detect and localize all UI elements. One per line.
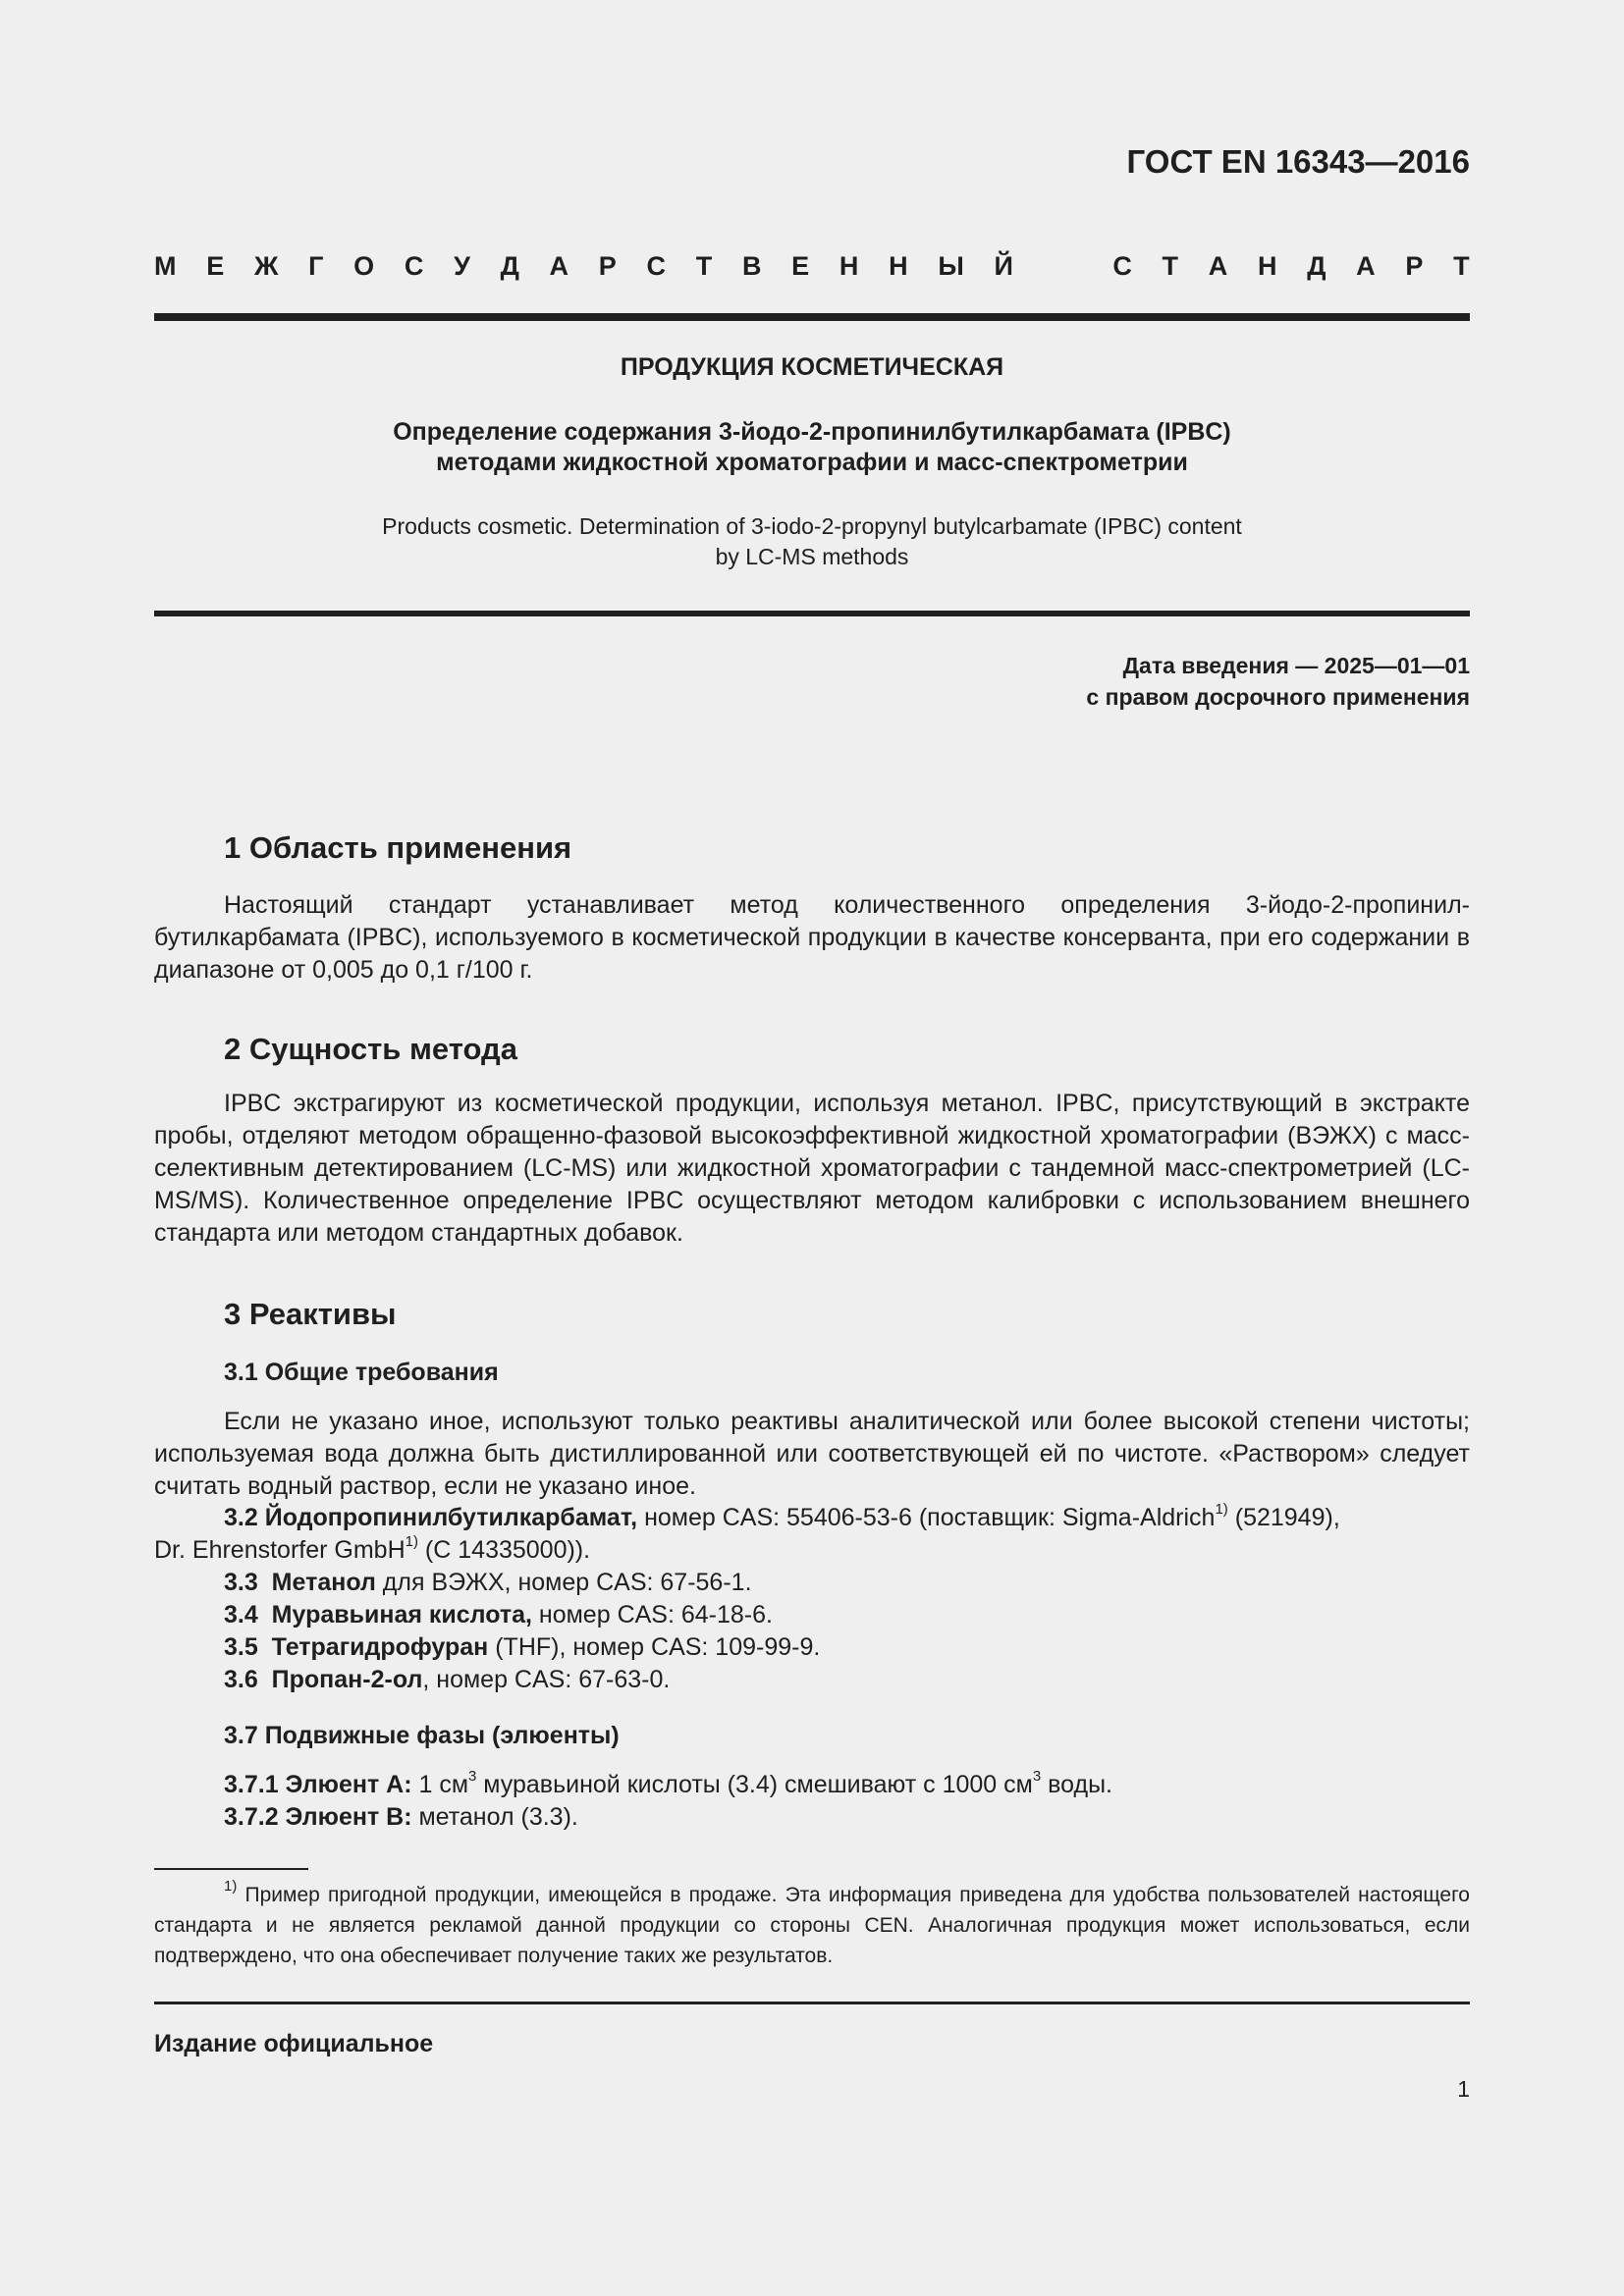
- document-title: ПРОДУКЦИЯ КОСМЕТИЧЕСКАЯ: [620, 353, 1004, 381]
- banner-letter: Т: [1162, 251, 1179, 281]
- footer-rule: [154, 2002, 1470, 2004]
- item-3-2: [224, 1502, 1470, 1534]
- item-3-2-number: 3.2: [224, 1504, 258, 1531]
- banner-letter: С: [646, 251, 666, 281]
- banner-letter: Т: [695, 251, 713, 281]
- document-subtitle: [154, 417, 1470, 478]
- banner-letter: Н: [1257, 251, 1277, 281]
- section-3-heading: 3 Реактивы: [224, 1297, 397, 1331]
- page-number: 1: [1457, 2076, 1470, 2102]
- banner-letter: А: [1208, 251, 1228, 281]
- english-title: [154, 511, 1470, 572]
- banner-letter: С: [404, 251, 424, 281]
- item-3-4: 3.4 Муравьиная кислота, номер CAS: 64-18-6.: [224, 1601, 773, 1629]
- section-2-heading: 2 Сущность метода: [224, 1032, 517, 1066]
- banner-letter: А: [549, 251, 569, 281]
- banner-letter: О: [353, 251, 375, 281]
- banner-letter: В: [741, 251, 762, 281]
- banner-letter: М: [154, 251, 177, 281]
- english-title-line-2: by LC-MS methods: [715, 544, 909, 569]
- banner-letter: Е: [206, 251, 225, 281]
- banner-letter: Н: [839, 251, 859, 281]
- banner-letter: Т: [1453, 251, 1470, 281]
- subtitle-line-2: методами жидкостной хроматографии и масс-спектрометрии: [436, 449, 1188, 476]
- item-3-3: 3.3 Метанол для ВЭЖХ, номер CAS: 67-56-1.: [224, 1569, 752, 1596]
- item-3-2-name: Йодопропинилбутилкарбамат,: [264, 1504, 638, 1531]
- introduction-date: Дата введения — 2025—01—01: [1122, 653, 1470, 678]
- footnote-marker: 1): [224, 1878, 238, 1895]
- banner-letter: Д: [500, 251, 519, 281]
- banner-letter: Р: [598, 251, 617, 281]
- item-3-5: 3.5 Тетрагидрофуран (THF), номер CAS: 109-99-9.: [224, 1633, 821, 1661]
- item-3-7-1: 3.7.1 Элюент А: 1 $см^3$ муравьиной кислоты (3.4) смешивают с 1000 $см^3$ воды.: [224, 1767, 1112, 1798]
- footnote-ref: 1): [405, 1532, 418, 1550]
- footnote: [154, 1880, 1470, 1971]
- item-3-7-2: 3.7.2 Элюент В: метанол (3.3).: [224, 1803, 578, 1831]
- title-rule: [154, 611, 1470, 616]
- section-1-heading: 1 Область применения: [224, 830, 572, 865]
- official-edition-label: Издание официальное: [154, 2030, 434, 2057]
- banner-letter: Й: [994, 251, 1013, 281]
- section-1-paragraph: Настоящий стандарт устанавливает метод количественного определения 3-йодо-2-пропинилбутилкарбамата (IPBC), используемого в косметической продукции в качестве консерванта, при его содержании в диапазоне от 0,005 до 0,1 г/100 г.: [154, 891, 1470, 984]
- subsection-3-7-heading: 3.7 Подвижные фазы (элюенты): [224, 1722, 620, 1749]
- header-rule: [154, 313, 1470, 321]
- subsection-3-1-heading: 3.1 Общие требования: [224, 1359, 499, 1386]
- banner-letter: У: [454, 251, 470, 281]
- item-3-2-text: номер CAS: 55406-53-6 (поставщик: Sigma-Aldrich: [637, 1504, 1216, 1531]
- interstate-standard-banner: [154, 251, 1470, 282]
- footnote-text: Пример пригодной продукции, имеющейся в продаже. Эта информация приведена для удобства пользователей настоящего стандарта и не является рекламой данной продукции со стороны CEN. Аналогичная продукция может использоваться, если подтверждено, что она обеспечивает получение таких же результатов.: [154, 1884, 1470, 1967]
- item-3-6: 3.6 Пропан-2-ол, номер CAS: 67-63-0.: [224, 1666, 671, 1693]
- english-title-line-1: Products cosmetic. Determination of 3-iodo-2-propynyl butylcarbamate (IPBC) content: [382, 513, 1242, 539]
- item-3-2-continuation: Dr. Ehrenstorfer GmbH$^{1)}$ (С 14335000)).: [154, 1532, 591, 1564]
- banner-letter: Р: [1405, 251, 1424, 281]
- introduction-date-block: [1086, 650, 1470, 713]
- subtitle-line-1: Определение содержания 3-йодо-2-пропинилбутилкарбамата (IPBC): [393, 418, 1231, 446]
- subsection-3-1-paragraph: Если не указано иное, используют только реактивы аналитической или более высокой степени чистоты; используемая вода должна быть дистиллированной или соответствующей ей по чистоте. «Раствором» следует считать водный раствор, если не указано иное.: [154, 1408, 1470, 1500]
- banner-letter: Ы: [938, 251, 964, 281]
- footnote-ref: 1): [1215, 1500, 1228, 1518]
- section-2-paragraph: IPBC экстрагируют из косметической продукции, используя метанол. IPBC, присутствующий в экстракте пробы, отделяют методом обращенно-фазовой высокоэффективной жидкостной хроматографии (ВЭЖХ) с масс-селективным детектированием (LC-MS) или жидкостной хроматографии с тандемной масс-спектрометрией (LC-MS/MS). Количественное определение IPBC осуществляют методом калибровки с использованием внешнего стандарта или методом стандартных добавок.: [154, 1090, 1470, 1247]
- item-3-2-text-end: (521949),: [1227, 1504, 1340, 1531]
- footnote-separator: [154, 1868, 308, 1870]
- document-number: ГОСТ EN 16343—2016: [1126, 143, 1470, 180]
- banner-letter: Ж: [253, 251, 279, 281]
- banner-letter: А: [1356, 251, 1376, 281]
- banner-letter: С: [1112, 251, 1132, 281]
- early-application-note: с правом досрочного применения: [1086, 684, 1470, 710]
- banner-letter: Е: [791, 251, 810, 281]
- banner-letter: Г: [308, 251, 324, 281]
- banner-letter: Д: [1307, 251, 1326, 281]
- banner-letter: Н: [889, 251, 908, 281]
